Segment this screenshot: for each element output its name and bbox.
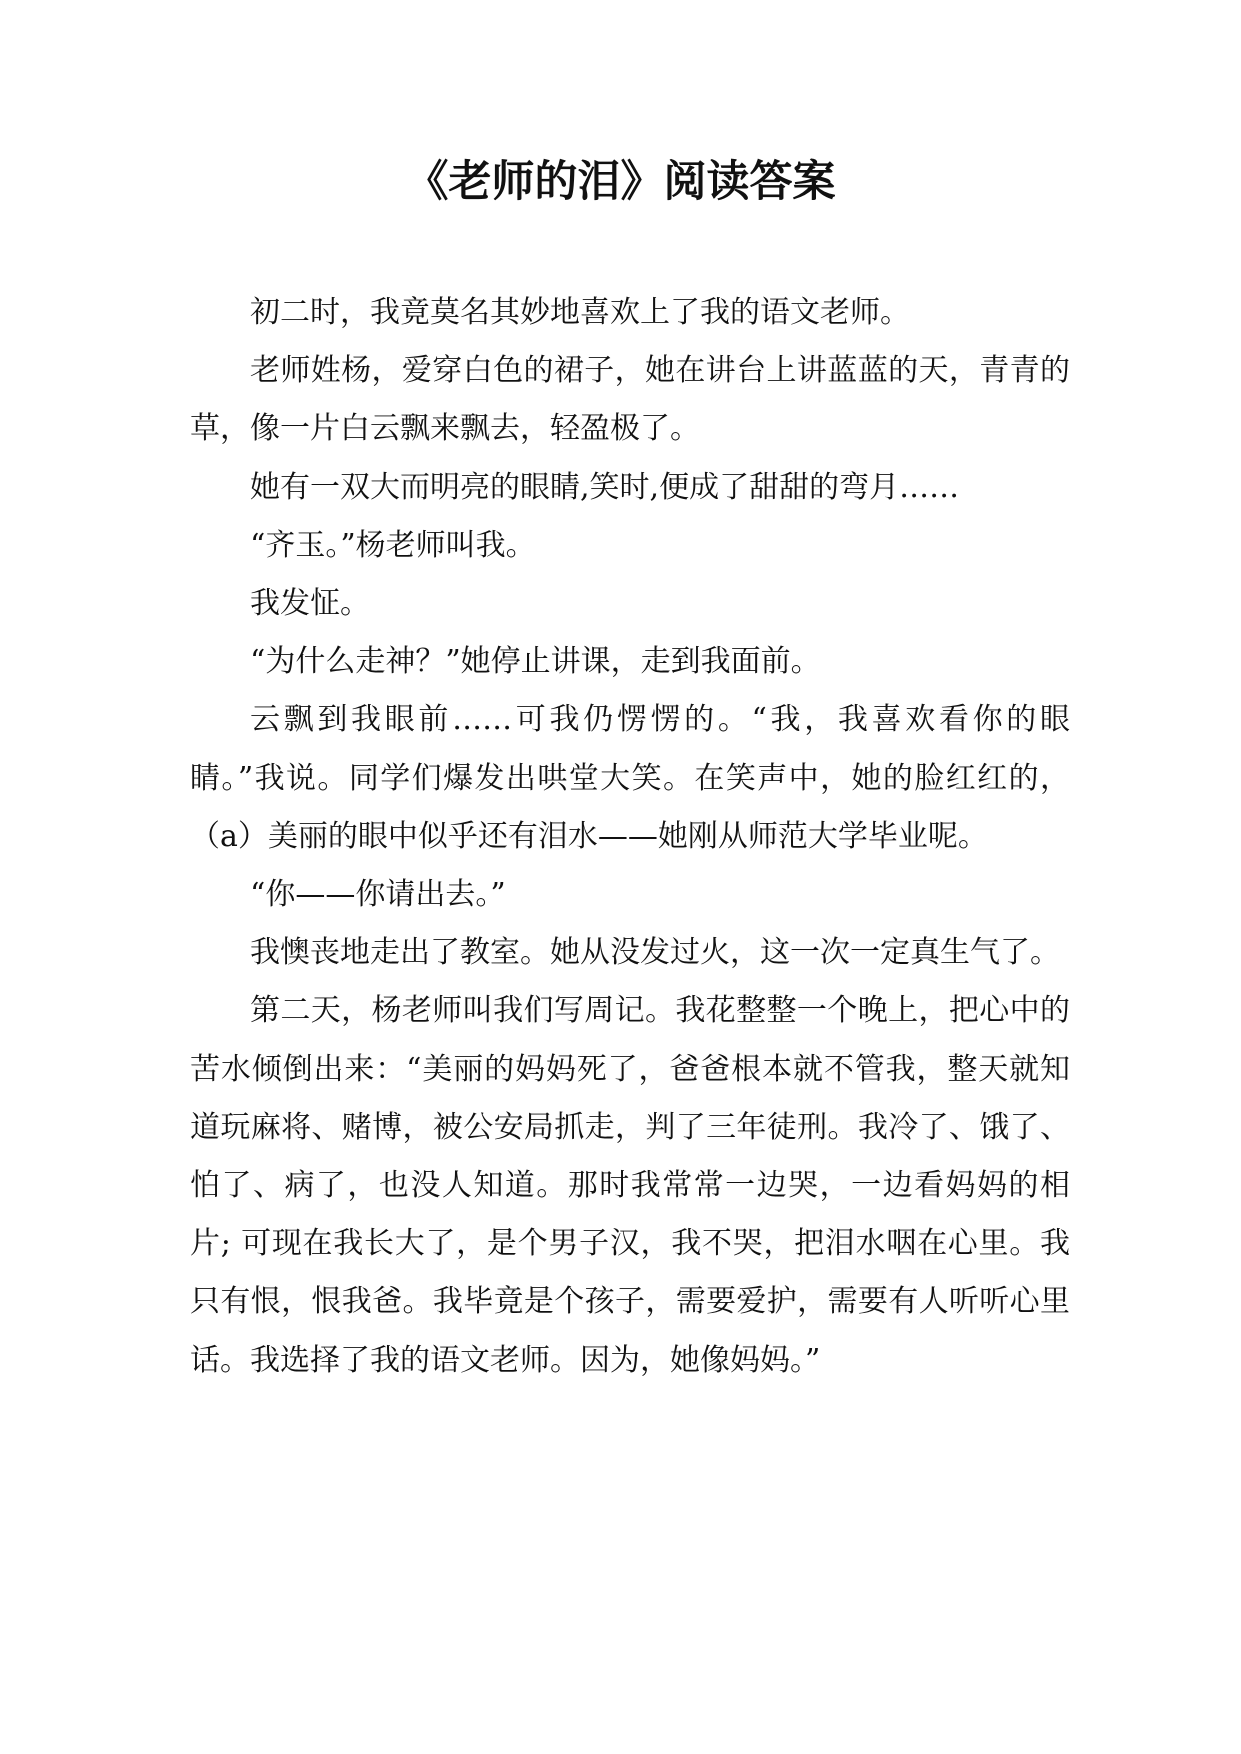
document-title: 《老师的泪》阅读答案 [405,157,836,207]
paragraph: 她有一双大而明亮的眼睛,笑时,便成了甜甜的弯月…… [250,469,960,505]
paragraph: 初二时，我竟莫名其妙地喜欢上了我的语文老师。 [250,295,910,330]
paragraph: “齐玉。”杨老师叫我。 [250,527,536,563]
document-body [190,284,1070,1390]
paragraph: “为什么走神？”她停止讲课，走到我面前。 [250,644,821,680]
paragraph: 第二天，杨老师叫我们写周记。我花整整一个晚上，把心中的苦水倾倒出来：“美丽的妈妈死了，爸爸根本就不管我，整天就知道玩麻将、赌博，被公安局抓走，判了三年徒刑。我冷了、饿了、怕了、病了，也没人知道。那时我常常一边哭，一边看妈妈的相片; 可现在我长大了，是个男子汉，我不哭，把泪水咽在心里。我只有恨，恨我爸。我毕竟是个孩子，需要爱护，需要有人听听心里话。我选择了我的语文老师。因为，她像妈妈。” [190,993,1070,1378]
paragraph: 老师姓杨，爱穿白色的裙子，她在讲台上讲蓝蓝的天，青青的草，像一片白云飘来飘去，轻盈极了。 [190,353,1070,447]
paragraph: “你——你请出去。” [250,877,506,913]
paragraph: 云飘到我眼前……可我仍愣愣的。“我，我喜欢看你的眼睛。”我说。同学们爆发出哄堂大笑。在笑声中，她的脸红红的，（a）美丽的眼中似乎还有泪水——她刚从师范大学毕业呢。 [190,702,1070,854]
paragraph: 我懊丧地走出了教室。她从没发过火，这一次一定真生气了。 [250,935,1060,971]
paragraph: 我发怔。 [250,586,370,622]
